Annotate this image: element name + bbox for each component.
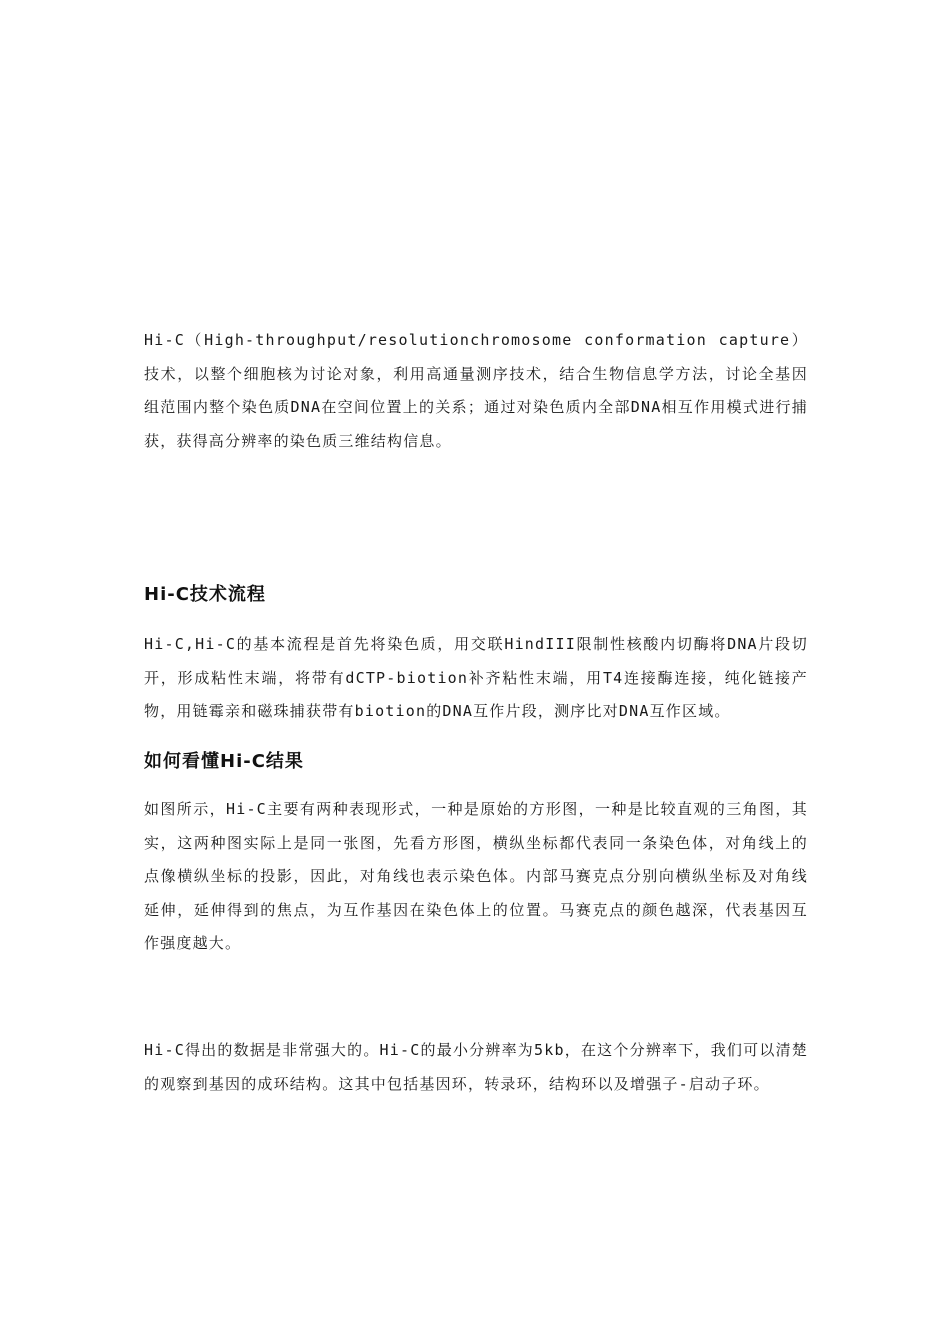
section-heading-workflow: Hi-C技术流程 (144, 584, 266, 605)
workflow-paragraph: Hi-C,Hi-C的基本流程是首先将染色质，用交联HindIII限制性核酸内切酶将DNA片段切开，形成粘性末端，将带有dCTP-biotion补齐粘性末端，用T4连接酶连接，纯化链接产物，用链霉亲和磁珠捕获带有biotion的DNA互作片段，测序比对DNA互作区域。 (144, 635, 808, 720)
intro-paragraph: Hi-C（High-throughput/resolutionchromosome conformation capture）技术，以整个细胞核为讨论对象，利用高通量测序技术，结合生物信息学方法，讨论全基因组范围内整个染色质DNA在空间位置上的关系；通过对染色质内全部DNA相互作用模式进行捕获，获得高分辨率的染色质三维结构信息。 (144, 331, 808, 450)
section-heading-results: 如何看懂Hi-C结果 (144, 751, 304, 772)
closing-paragraph: Hi-C得出的数据是非常强大的。Hi-C的最小分辨率为5kb，在这个分辨率下，我们可以清楚的观察到基因的成环结构。这其中包括基因环，转录环，结构环以及增强子-启动子环。 (144, 1041, 808, 1093)
results-paragraph: 如图所示，Hi-C主要有两种表现形式，一种是原始的方形图，一种是比较直观的三角图，其实，这两种图实际上是同一张图，先看方形图，横纵坐标都代表同一条染色体，对角线上的点像横纵坐标的投影，因此，对角线也表示染色体。内部马赛克点分别向横纵坐标及对角线延伸，延伸得到的焦点，为互作基因在染色体上的位置。马赛克点的颜色越深，代表基因互作强度越大。 (144, 800, 808, 952)
